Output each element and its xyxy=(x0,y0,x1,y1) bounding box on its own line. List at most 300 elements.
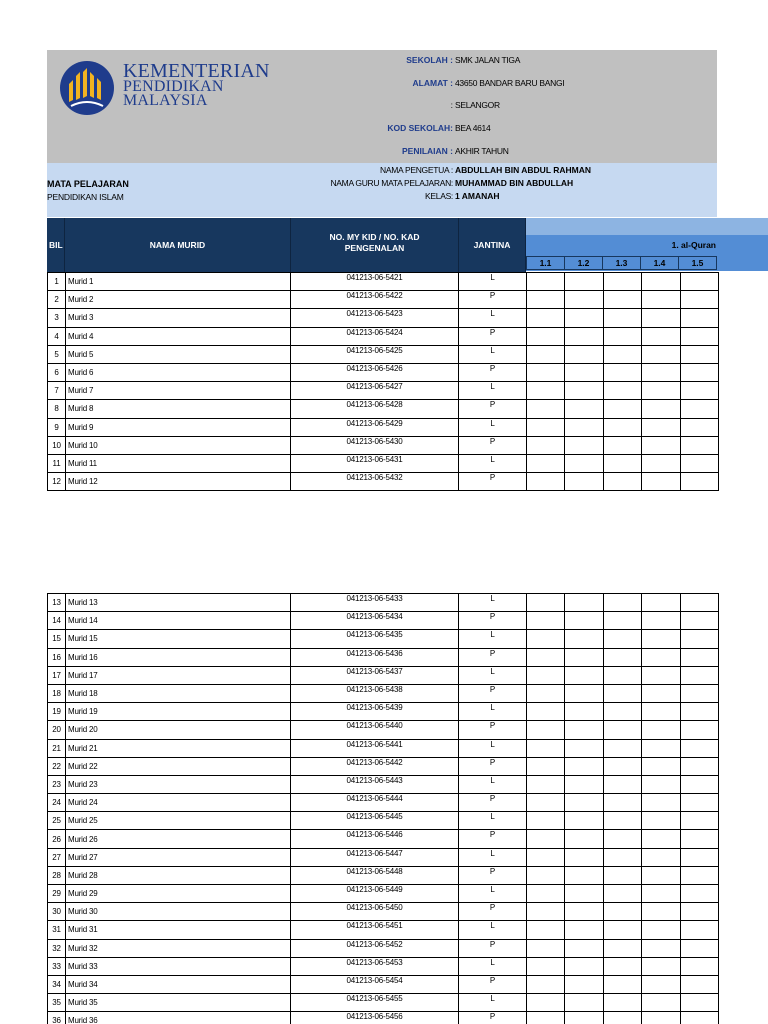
score-cell-1-4[interactable] xyxy=(642,327,680,345)
row-student-id: 041213-06-5428 xyxy=(291,400,459,418)
score-cell-1-5[interactable] xyxy=(680,812,718,830)
score-cell-1-1[interactable] xyxy=(527,594,565,612)
score-cell-1-5[interactable] xyxy=(680,400,718,418)
row-student-id: 041213-06-5456 xyxy=(291,1012,459,1024)
student-table-page-2 xyxy=(47,593,719,1024)
row-bil: 31 xyxy=(48,921,66,939)
score-cell-1-1[interactable] xyxy=(527,903,565,921)
score-cell-1-2[interactable] xyxy=(565,273,603,291)
score-cell-1-5[interactable] xyxy=(680,327,718,345)
row-bil: 32 xyxy=(48,939,66,957)
row-bil: 8 xyxy=(48,400,66,418)
score-cell-1-2[interactable] xyxy=(565,885,603,903)
score-cell-1-2[interactable] xyxy=(565,994,603,1012)
score-cell-1-4[interactable] xyxy=(642,418,680,436)
row-student-name: Murid 34 xyxy=(66,975,291,993)
score-cell-1-3[interactable] xyxy=(603,648,641,666)
table-row xyxy=(48,866,719,884)
score-cell-1-1[interactable] xyxy=(527,648,565,666)
score-cell-1-1[interactable] xyxy=(527,345,565,363)
score-cell-1-1[interactable] xyxy=(527,994,565,1012)
row-student-id: 041213-06-5423 xyxy=(291,309,459,327)
row-bil: 20 xyxy=(48,721,66,739)
score-cell-1-3[interactable] xyxy=(603,975,641,993)
score-cell-1-5[interactable] xyxy=(680,291,718,309)
score-cell-1-4[interactable] xyxy=(642,721,680,739)
score-cell-1-2[interactable] xyxy=(565,327,603,345)
col-header-nama: NAMA MURID xyxy=(65,218,291,272)
row-jantina: P xyxy=(459,473,527,491)
info-sekolah xyxy=(47,55,717,69)
score-cell-1-2[interactable] xyxy=(565,436,603,454)
table-row xyxy=(48,291,719,309)
row-bil: 33 xyxy=(48,957,66,975)
score-cell-1-1[interactable] xyxy=(527,975,565,993)
row-student-name: Murid 21 xyxy=(66,739,291,757)
row-student-name: Murid 9 xyxy=(66,418,291,436)
score-cell-1-1[interactable] xyxy=(527,739,565,757)
score-cell-1-3[interactable] xyxy=(603,794,641,812)
meta-value: ABDULLAH BIN ABDUL RAHMAN xyxy=(455,165,591,175)
row-jantina: L xyxy=(459,921,527,939)
score-cell-1-1[interactable] xyxy=(527,454,565,472)
score-cell-1-1[interactable] xyxy=(527,848,565,866)
table-row xyxy=(48,1012,719,1024)
score-cell-1-1[interactable] xyxy=(527,794,565,812)
score-cell-1-3[interactable] xyxy=(603,418,641,436)
table-row xyxy=(48,885,719,903)
table-row xyxy=(48,757,719,775)
score-cell-1-1[interactable] xyxy=(527,921,565,939)
score-cell-1-3[interactable] xyxy=(603,400,641,418)
row-student-name: Murid 8 xyxy=(66,400,291,418)
score-cell-1-3[interactable] xyxy=(603,684,641,702)
row-student-name: Murid 25 xyxy=(66,812,291,830)
score-cell-1-4[interactable] xyxy=(642,594,680,612)
row-bil: 10 xyxy=(48,436,66,454)
score-cell-1-5[interactable] xyxy=(680,684,718,702)
row-jantina: L xyxy=(459,594,527,612)
score-cell-1-4[interactable] xyxy=(642,291,680,309)
row-bil: 1 xyxy=(48,273,66,291)
score-cell-1-3[interactable] xyxy=(603,721,641,739)
meta-pengetua xyxy=(47,165,717,177)
row-student-id: 041213-06-5441 xyxy=(291,739,459,757)
row-jantina: P xyxy=(459,612,527,630)
meta-value: 1 AMANAH xyxy=(455,191,500,201)
score-cell-1-5[interactable] xyxy=(680,363,718,381)
row-jantina: L xyxy=(459,345,527,363)
score-cell-1-5[interactable] xyxy=(680,382,718,400)
table-row xyxy=(48,721,719,739)
row-jantina: L xyxy=(459,885,527,903)
score-cell-1-4[interactable] xyxy=(642,975,680,993)
score-cell-1-1[interactable] xyxy=(527,473,565,491)
score-cell-1-5[interactable] xyxy=(680,721,718,739)
row-jantina: P xyxy=(459,866,527,884)
table-row xyxy=(48,418,719,436)
info-value: SMK JALAN TIGA xyxy=(455,55,521,65)
score-cell-1-4[interactable] xyxy=(642,939,680,957)
score-cell-1-3[interactable] xyxy=(603,812,641,830)
col-header-id: NO. MY KID / NO. KAD PENGENALAN xyxy=(291,218,459,272)
score-cell-1-3[interactable] xyxy=(603,939,641,957)
score-cell-1-4[interactable] xyxy=(642,612,680,630)
score-cell-1-1[interactable] xyxy=(527,309,565,327)
row-student-name: Murid 20 xyxy=(66,721,291,739)
score-cell-1-5[interactable] xyxy=(680,775,718,793)
score-cell-1-1[interactable] xyxy=(527,757,565,775)
score-cell-1-1[interactable] xyxy=(527,830,565,848)
row-student-name: Murid 33 xyxy=(66,957,291,975)
row-bil: 23 xyxy=(48,775,66,793)
row-student-id: 041213-06-5447 xyxy=(291,848,459,866)
score-cell-1-1[interactable] xyxy=(527,630,565,648)
info-negeri xyxy=(47,100,717,114)
logo-line-3: MALAYSIA xyxy=(123,92,208,109)
score-cell-1-4[interactable] xyxy=(642,309,680,327)
score-cell-1-5[interactable] xyxy=(680,903,718,921)
row-student-name: Murid 7 xyxy=(66,382,291,400)
info-value: BEA 4614 xyxy=(455,123,491,133)
score-cell-1-5[interactable] xyxy=(680,309,718,327)
score-cell-1-3[interactable] xyxy=(603,739,641,757)
score-cell-1-3[interactable] xyxy=(603,345,641,363)
table-row xyxy=(48,994,719,1012)
row-student-name: Murid 15 xyxy=(66,630,291,648)
info-label: KOD SEKOLAH: xyxy=(387,123,453,133)
score-cell-1-4[interactable] xyxy=(642,921,680,939)
subcol-1-1: 1.1 xyxy=(526,256,565,270)
student-rows-1 xyxy=(48,273,719,491)
score-cell-1-3[interactable] xyxy=(603,273,641,291)
score-cell-1-3[interactable] xyxy=(603,363,641,381)
score-cell-1-5[interactable] xyxy=(680,1012,718,1024)
score-cell-1-5[interactable] xyxy=(680,273,718,291)
row-student-id: 041213-06-5451 xyxy=(291,921,459,939)
subcol-1-3: 1.3 xyxy=(602,256,641,270)
meta-label: NAMA GURU MATA PELAJARAN: xyxy=(330,178,453,188)
score-cell-1-5[interactable] xyxy=(680,612,718,630)
score-cell-1-1[interactable] xyxy=(527,684,565,702)
score-cell-1-1[interactable] xyxy=(527,703,565,721)
score-cell-1-1[interactable] xyxy=(527,363,565,381)
row-jantina: P xyxy=(459,939,527,957)
score-cell-1-5[interactable] xyxy=(680,418,718,436)
score-cell-1-1[interactable] xyxy=(527,291,565,309)
score-cell-1-3[interactable] xyxy=(603,594,641,612)
score-cell-1-5[interactable] xyxy=(680,454,718,472)
score-cell-1-1[interactable] xyxy=(527,1012,565,1024)
table-row xyxy=(48,630,719,648)
score-cell-1-4[interactable] xyxy=(642,848,680,866)
score-cell-1-4[interactable] xyxy=(642,363,680,381)
score-cell-1-3[interactable] xyxy=(603,612,641,630)
logo-line-2: PENDIDIKAN xyxy=(123,78,224,95)
row-bil: 12 xyxy=(48,473,66,491)
table-row xyxy=(48,309,719,327)
score-cell-1-4[interactable] xyxy=(642,775,680,793)
score-cell-1-3[interactable] xyxy=(603,885,641,903)
score-cell-1-1[interactable] xyxy=(527,866,565,884)
score-cell-1-1[interactable] xyxy=(527,957,565,975)
score-cell-1-3[interactable] xyxy=(603,630,641,648)
score-cell-1-1[interactable] xyxy=(527,939,565,957)
score-cell-1-5[interactable] xyxy=(680,848,718,866)
score-cell-1-2[interactable] xyxy=(565,630,603,648)
score-cell-1-3[interactable] xyxy=(603,957,641,975)
score-cell-1-1[interactable] xyxy=(527,436,565,454)
score-cell-1-4[interactable] xyxy=(642,400,680,418)
score-cell-1-5[interactable] xyxy=(680,703,718,721)
score-cell-1-4[interactable] xyxy=(642,739,680,757)
score-cell-1-2[interactable] xyxy=(565,291,603,309)
row-jantina: L xyxy=(459,382,527,400)
score-cell-1-3[interactable] xyxy=(603,473,641,491)
table-row xyxy=(48,327,719,345)
row-student-id: 041213-06-5422 xyxy=(291,291,459,309)
score-cell-1-5[interactable] xyxy=(680,739,718,757)
score-cell-1-5[interactable] xyxy=(680,957,718,975)
score-cell-1-1[interactable] xyxy=(527,812,565,830)
row-jantina: L xyxy=(459,739,527,757)
score-cell-1-3[interactable] xyxy=(603,866,641,884)
score-cell-1-2[interactable] xyxy=(565,848,603,866)
row-student-id: 041213-06-5432 xyxy=(291,473,459,491)
row-jantina: P xyxy=(459,648,527,666)
row-bil: 30 xyxy=(48,903,66,921)
info-value: AKHIR TAHUN xyxy=(455,146,509,156)
table-row xyxy=(48,612,719,630)
score-cell-1-2[interactable] xyxy=(565,830,603,848)
row-jantina: P xyxy=(459,975,527,993)
row-bil: 22 xyxy=(48,757,66,775)
score-cell-1-4[interactable] xyxy=(642,684,680,702)
score-cell-1-5[interactable] xyxy=(680,975,718,993)
meta-guru xyxy=(47,178,717,190)
score-cell-1-5[interactable] xyxy=(680,830,718,848)
score-cell-1-3[interactable] xyxy=(603,436,641,454)
row-bil: 19 xyxy=(48,703,66,721)
score-cell-1-2[interactable] xyxy=(565,612,603,630)
row-student-name: Murid 10 xyxy=(66,436,291,454)
row-bil: 11 xyxy=(48,454,66,472)
score-cell-1-2[interactable] xyxy=(565,309,603,327)
meta-value: MUHAMMAD BIN ABDULLAH xyxy=(455,178,574,188)
score-group-title: 1. al-Quran xyxy=(671,240,716,250)
row-student-id: 041213-06-5436 xyxy=(291,648,459,666)
score-cell-1-5[interactable] xyxy=(680,648,718,666)
score-cell-1-5[interactable] xyxy=(680,921,718,939)
class-info xyxy=(47,163,717,217)
score-cell-1-2[interactable] xyxy=(565,812,603,830)
score-cell-1-3[interactable] xyxy=(603,703,641,721)
score-cell-1-2[interactable] xyxy=(565,957,603,975)
score-cell-1-1[interactable] xyxy=(527,418,565,436)
score-cell-1-5[interactable] xyxy=(680,757,718,775)
score-cell-1-2[interactable] xyxy=(565,454,603,472)
table-row xyxy=(48,775,719,793)
row-jantina: L xyxy=(459,775,527,793)
score-cell-1-2[interactable] xyxy=(565,418,603,436)
score-cell-1-5[interactable] xyxy=(680,630,718,648)
score-cell-1-2[interactable] xyxy=(565,721,603,739)
row-bil: 28 xyxy=(48,866,66,884)
score-cell-1-5[interactable] xyxy=(680,994,718,1012)
score-cell-1-5[interactable] xyxy=(680,473,718,491)
score-cell-1-3[interactable] xyxy=(603,757,641,775)
row-student-name: Murid 6 xyxy=(66,363,291,381)
score-cell-1-1[interactable] xyxy=(527,327,565,345)
row-jantina: P xyxy=(459,291,527,309)
score-cell-1-1[interactable] xyxy=(527,400,565,418)
table-row xyxy=(48,903,719,921)
row-student-id: 041213-06-5446 xyxy=(291,830,459,848)
table-row xyxy=(48,648,719,666)
score-cell-1-3[interactable] xyxy=(603,830,641,848)
table-row xyxy=(48,830,719,848)
score-cell-1-2[interactable] xyxy=(565,939,603,957)
score-cell-1-4[interactable] xyxy=(642,957,680,975)
table-row xyxy=(48,812,719,830)
score-cell-1-1[interactable] xyxy=(527,273,565,291)
row-jantina: P xyxy=(459,327,527,345)
score-cell-1-2[interactable] xyxy=(565,794,603,812)
score-cell-1-2[interactable] xyxy=(565,1012,603,1024)
table-row xyxy=(48,975,719,993)
row-student-name: Murid 29 xyxy=(66,885,291,903)
score-cell-1-4[interactable] xyxy=(642,830,680,848)
score-cell-1-4[interactable] xyxy=(642,345,680,363)
score-cell-1-4[interactable] xyxy=(642,273,680,291)
score-cell-1-4[interactable] xyxy=(642,866,680,884)
score-cell-1-4[interactable] xyxy=(642,648,680,666)
score-cell-1-3[interactable] xyxy=(603,921,641,939)
score-cell-1-2[interactable] xyxy=(565,363,603,381)
score-cell-1-4[interactable] xyxy=(642,666,680,684)
score-cell-1-3[interactable] xyxy=(603,994,641,1012)
score-cell-1-1[interactable] xyxy=(527,721,565,739)
score-cell-1-3[interactable] xyxy=(603,327,641,345)
score-cell-1-5[interactable] xyxy=(680,885,718,903)
score-cell-1-2[interactable] xyxy=(565,684,603,702)
score-cell-1-2[interactable] xyxy=(565,921,603,939)
score-cell-1-1[interactable] xyxy=(527,666,565,684)
score-cell-1-3[interactable] xyxy=(603,291,641,309)
score-cell-1-3[interactable] xyxy=(603,666,641,684)
score-cell-1-2[interactable] xyxy=(565,757,603,775)
row-student-id: 041213-06-5429 xyxy=(291,418,459,436)
score-cell-1-2[interactable] xyxy=(565,739,603,757)
score-cell-1-5[interactable] xyxy=(680,594,718,612)
row-bil: 3 xyxy=(48,309,66,327)
row-bil: 36 xyxy=(48,1012,66,1024)
row-student-name: Murid 3 xyxy=(66,309,291,327)
score-cell-1-2[interactable] xyxy=(565,775,603,793)
table-row xyxy=(48,382,719,400)
row-bil: 18 xyxy=(48,684,66,702)
score-cell-1-4[interactable] xyxy=(642,382,680,400)
score-cell-1-2[interactable] xyxy=(565,473,603,491)
score-cell-1-3[interactable] xyxy=(603,454,641,472)
score-cell-1-4[interactable] xyxy=(642,757,680,775)
score-cell-1-5[interactable] xyxy=(680,436,718,454)
score-cell-1-2[interactable] xyxy=(565,903,603,921)
score-cell-1-3[interactable] xyxy=(603,775,641,793)
info-kod-sekolah xyxy=(47,123,717,137)
score-cell-1-3[interactable] xyxy=(603,1012,641,1024)
score-cell-1-1[interactable] xyxy=(527,612,565,630)
score-cell-1-4[interactable] xyxy=(642,1012,680,1024)
score-cell-1-2[interactable] xyxy=(565,666,603,684)
table-row xyxy=(48,921,719,939)
row-student-id: 041213-06-5440 xyxy=(291,721,459,739)
score-cell-1-2[interactable] xyxy=(565,400,603,418)
col-header-bil: BIL xyxy=(47,218,65,272)
score-cell-1-5[interactable] xyxy=(680,866,718,884)
score-cell-1-1[interactable] xyxy=(527,775,565,793)
row-jantina: L xyxy=(459,454,527,472)
info-label: SEKOLAH : xyxy=(406,55,453,65)
score-cell-1-2[interactable] xyxy=(565,866,603,884)
score-cell-1-3[interactable] xyxy=(603,382,641,400)
info-label: ALAMAT : xyxy=(412,78,453,88)
score-cell-1-2[interactable] xyxy=(565,703,603,721)
score-cell-1-4[interactable] xyxy=(642,994,680,1012)
score-cell-1-4[interactable] xyxy=(642,703,680,721)
row-jantina: P xyxy=(459,363,527,381)
row-jantina: L xyxy=(459,309,527,327)
score-cell-1-1[interactable] xyxy=(527,382,565,400)
row-student-name: Murid 1 xyxy=(66,273,291,291)
score-cell-1-4[interactable] xyxy=(642,436,680,454)
info-value: SELANGOR xyxy=(455,100,500,110)
row-bil: 26 xyxy=(48,830,66,848)
score-cell-1-2[interactable] xyxy=(565,382,603,400)
score-cell-1-4[interactable] xyxy=(642,903,680,921)
row-student-id: 041213-06-5445 xyxy=(291,812,459,830)
score-cell-1-4[interactable] xyxy=(642,812,680,830)
score-cell-1-2[interactable] xyxy=(565,975,603,993)
score-cell-1-4[interactable] xyxy=(642,630,680,648)
row-student-name: Murid 23 xyxy=(66,775,291,793)
row-bil: 21 xyxy=(48,739,66,757)
score-cell-1-4[interactable] xyxy=(642,473,680,491)
row-student-name: Murid 19 xyxy=(66,703,291,721)
score-cell-1-3[interactable] xyxy=(603,309,641,327)
score-cell-1-5[interactable] xyxy=(680,345,718,363)
score-cell-1-2[interactable] xyxy=(565,594,603,612)
score-cell-1-4[interactable] xyxy=(642,454,680,472)
score-cell-1-4[interactable] xyxy=(642,794,680,812)
row-bil: 5 xyxy=(48,345,66,363)
score-cell-1-1[interactable] xyxy=(527,885,565,903)
row-bil: 16 xyxy=(48,648,66,666)
score-cell-1-3[interactable] xyxy=(603,848,641,866)
score-cell-1-2[interactable] xyxy=(565,648,603,666)
score-cell-1-3[interactable] xyxy=(603,903,641,921)
score-cell-1-2[interactable] xyxy=(565,345,603,363)
score-cell-1-5[interactable] xyxy=(680,794,718,812)
row-student-name: Murid 22 xyxy=(66,757,291,775)
row-jantina: P xyxy=(459,400,527,418)
score-cell-1-4[interactable] xyxy=(642,885,680,903)
score-cell-1-5[interactable] xyxy=(680,666,718,684)
row-student-id: 041213-06-5421 xyxy=(291,273,459,291)
row-jantina: P xyxy=(459,684,527,702)
row-jantina: L xyxy=(459,848,527,866)
score-cell-1-5[interactable] xyxy=(680,939,718,957)
